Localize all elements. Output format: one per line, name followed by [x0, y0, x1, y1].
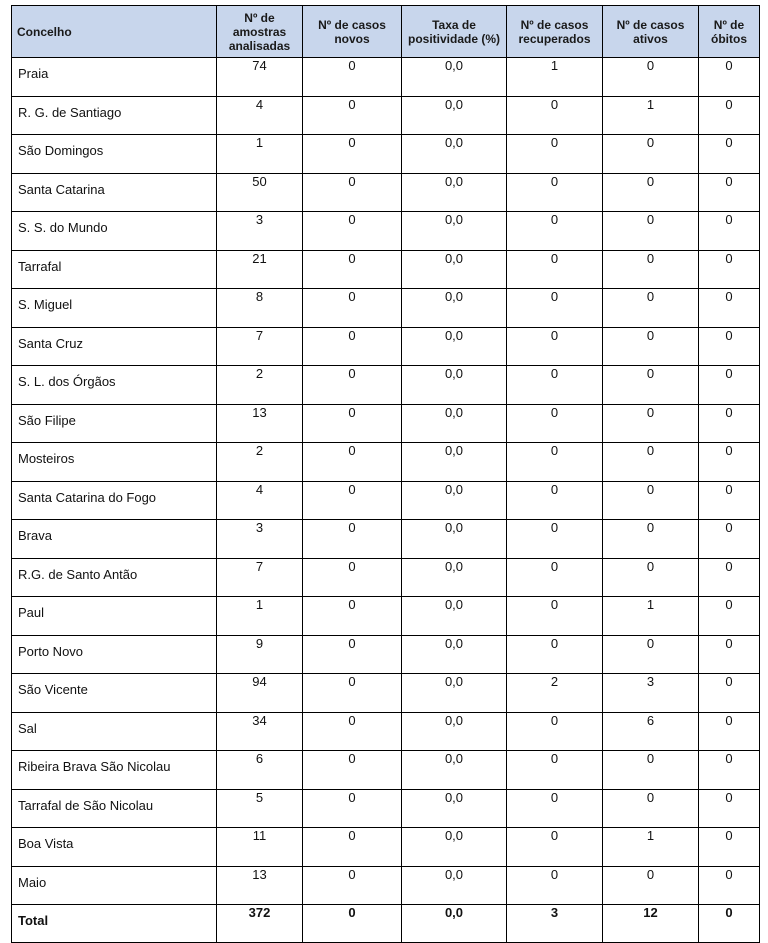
- table-row: [12, 558, 760, 597]
- value-cell: 0,0: [402, 751, 507, 790]
- value-cell: 0: [507, 635, 603, 674]
- value-cell: 0: [603, 404, 699, 443]
- table-row: [12, 327, 760, 366]
- value-cell: 0: [507, 520, 603, 559]
- value-cell: 0,0: [402, 674, 507, 713]
- value-cell: 0: [507, 327, 603, 366]
- covid-stats-table: [11, 5, 760, 943]
- value-cell: 0: [699, 558, 760, 597]
- value-cell: 2: [507, 674, 603, 713]
- concelho-cell: Maio: [12, 866, 217, 905]
- concelho-cell: Paul: [12, 597, 217, 636]
- value-cell: 0: [603, 558, 699, 597]
- value-cell: 7: [217, 558, 303, 597]
- concelho-cell: S. S. do Mundo: [12, 212, 217, 251]
- concelho-cell: Porto Novo: [12, 635, 217, 674]
- value-cell: 0: [699, 674, 760, 713]
- concelho-cell: São Vicente: [12, 674, 217, 713]
- column-header: Concelho: [12, 6, 217, 58]
- concelho-cell: S. Miguel: [12, 289, 217, 328]
- value-cell: 13: [217, 866, 303, 905]
- value-cell: 0: [603, 366, 699, 405]
- value-cell: 0: [303, 635, 402, 674]
- value-cell: 0,0: [402, 828, 507, 867]
- concelho-cell: Santa Cruz: [12, 327, 217, 366]
- value-cell: 2: [217, 366, 303, 405]
- value-cell: 0,0: [402, 712, 507, 751]
- value-cell: 1: [603, 597, 699, 636]
- table-footer: [12, 905, 760, 943]
- value-cell: 3: [217, 212, 303, 251]
- value-cell: 0: [603, 327, 699, 366]
- value-cell: 3: [603, 674, 699, 713]
- value-cell: 8: [217, 289, 303, 328]
- column-header: Nº de casos ativos: [603, 6, 699, 58]
- value-cell: 0: [699, 58, 760, 97]
- value-cell: 0: [603, 866, 699, 905]
- value-cell: 0: [507, 712, 603, 751]
- value-cell: 0: [603, 635, 699, 674]
- value-cell: 0: [699, 481, 760, 520]
- concelho-cell: Santa Catarina do Fogo: [12, 481, 217, 520]
- value-cell: 0: [699, 635, 760, 674]
- table-row: [12, 866, 760, 905]
- value-cell: 21: [217, 250, 303, 289]
- concelho-cell: Tarrafal: [12, 250, 217, 289]
- value-cell: 0,0: [402, 404, 507, 443]
- value-cell: 0: [699, 212, 760, 251]
- value-cell: 0: [699, 866, 760, 905]
- value-cell: 0: [303, 828, 402, 867]
- value-cell: 0,0: [402, 96, 507, 135]
- column-header: Nº de casos novos: [303, 6, 402, 58]
- value-cell: 0: [303, 135, 402, 174]
- total-label: Total: [12, 905, 217, 943]
- value-cell: 0,0: [402, 597, 507, 636]
- value-cell: 11: [217, 828, 303, 867]
- value-cell: 0: [507, 96, 603, 135]
- value-cell: 0: [603, 58, 699, 97]
- table-row: [12, 135, 760, 174]
- table-body: [12, 58, 760, 905]
- value-cell: 0: [303, 250, 402, 289]
- value-cell: 0: [303, 366, 402, 405]
- value-cell: 0: [303, 96, 402, 135]
- concelho-cell: São Filipe: [12, 404, 217, 443]
- value-cell: 13: [217, 404, 303, 443]
- value-cell: 0: [603, 212, 699, 251]
- value-cell: 0: [303, 481, 402, 520]
- value-cell: 0: [507, 366, 603, 405]
- table-row: [12, 712, 760, 751]
- value-cell: 0,0: [402, 135, 507, 174]
- value-cell: 0: [699, 789, 760, 828]
- value-cell: 0: [699, 828, 760, 867]
- value-cell: 0: [303, 558, 402, 597]
- column-header: Nº de casos recuperados: [507, 6, 603, 58]
- value-cell: 0: [603, 481, 699, 520]
- value-cell: 0,0: [402, 289, 507, 328]
- concelho-cell: Mosteiros: [12, 443, 217, 482]
- value-cell: 1: [603, 96, 699, 135]
- value-cell: 0: [507, 212, 603, 251]
- value-cell: 0,0: [402, 58, 507, 97]
- column-header: Nº de óbitos: [699, 6, 760, 58]
- value-cell: 0: [507, 289, 603, 328]
- concelho-cell: R. G. de Santiago: [12, 96, 217, 135]
- value-cell: 0: [303, 212, 402, 251]
- value-cell: 0: [699, 443, 760, 482]
- value-cell: 0: [303, 751, 402, 790]
- value-cell: 94: [217, 674, 303, 713]
- value-cell: 0: [303, 866, 402, 905]
- value-cell: 0,0: [402, 558, 507, 597]
- value-cell: 0,0: [402, 481, 507, 520]
- value-cell: 0: [603, 289, 699, 328]
- value-cell: 0: [699, 173, 760, 212]
- value-cell: 0: [603, 520, 699, 559]
- table-row: [12, 404, 760, 443]
- value-cell: 0: [303, 404, 402, 443]
- value-cell: 0: [507, 250, 603, 289]
- value-cell: 0: [603, 443, 699, 482]
- value-cell: 0,0: [402, 635, 507, 674]
- table-row: [12, 520, 760, 559]
- concelho-cell: Santa Catarina: [12, 173, 217, 212]
- table-row: [12, 789, 760, 828]
- concelho-cell: Praia: [12, 58, 217, 97]
- value-cell: 0: [699, 289, 760, 328]
- value-cell: 0: [507, 558, 603, 597]
- value-cell: 0: [303, 789, 402, 828]
- concelho-cell: Boa Vista: [12, 828, 217, 867]
- value-cell: 0,0: [402, 866, 507, 905]
- value-cell: 1: [603, 828, 699, 867]
- value-cell: 0,0: [402, 250, 507, 289]
- column-header: Nº de amostras analisadas: [217, 6, 303, 58]
- table-row: [12, 96, 760, 135]
- total-row: [12, 905, 760, 943]
- value-cell: 0: [507, 481, 603, 520]
- value-cell: 0: [603, 789, 699, 828]
- value-cell: 0: [507, 828, 603, 867]
- table-row: [12, 597, 760, 636]
- concelho-cell: Sal: [12, 712, 217, 751]
- value-cell: 0,0: [402, 366, 507, 405]
- table-header: [12, 6, 760, 58]
- value-cell: 34: [217, 712, 303, 751]
- table-row: [12, 250, 760, 289]
- value-cell: 0,0: [402, 327, 507, 366]
- value-cell: 0: [507, 751, 603, 790]
- column-header: Taxa de positividade (%): [402, 6, 507, 58]
- value-cell: 0: [699, 404, 760, 443]
- value-cell: 1: [217, 597, 303, 636]
- value-cell: 0: [603, 135, 699, 174]
- value-cell: 0,0: [402, 173, 507, 212]
- value-cell: 0: [303, 520, 402, 559]
- value-cell: 0: [507, 404, 603, 443]
- total-value-cell: 372: [217, 905, 303, 943]
- value-cell: 0: [699, 250, 760, 289]
- table-row: [12, 366, 760, 405]
- total-value-cell: 0: [303, 905, 402, 943]
- value-cell: 0: [303, 327, 402, 366]
- concelho-cell: R.G. de Santo Antão: [12, 558, 217, 597]
- value-cell: 0: [507, 443, 603, 482]
- value-cell: 4: [217, 96, 303, 135]
- value-cell: 0: [303, 712, 402, 751]
- value-cell: 2: [217, 443, 303, 482]
- table-row: [12, 173, 760, 212]
- value-cell: 5: [217, 789, 303, 828]
- total-value-cell: 12: [603, 905, 699, 943]
- value-cell: 0: [507, 789, 603, 828]
- value-cell: 0: [699, 96, 760, 135]
- total-value-cell: 3: [507, 905, 603, 943]
- header-row: [12, 6, 760, 58]
- concelho-cell: Ribeira Brava São Nicolau: [12, 751, 217, 790]
- table-row: [12, 443, 760, 482]
- table-row: [12, 289, 760, 328]
- value-cell: 0: [699, 135, 760, 174]
- total-value-cell: 0: [699, 905, 760, 943]
- value-cell: 6: [603, 712, 699, 751]
- table-row: [12, 58, 760, 97]
- value-cell: 0: [603, 751, 699, 790]
- concelho-cell: Tarrafal de São Nicolau: [12, 789, 217, 828]
- value-cell: 0,0: [402, 789, 507, 828]
- value-cell: 74: [217, 58, 303, 97]
- table-row: [12, 828, 760, 867]
- value-cell: 0: [303, 58, 402, 97]
- value-cell: 0: [303, 443, 402, 482]
- value-cell: 50: [217, 173, 303, 212]
- value-cell: 0: [303, 597, 402, 636]
- concelho-cell: São Domingos: [12, 135, 217, 174]
- value-cell: 6: [217, 751, 303, 790]
- value-cell: 0: [507, 135, 603, 174]
- value-cell: 0: [303, 674, 402, 713]
- value-cell: 0,0: [402, 520, 507, 559]
- value-cell: 0: [699, 327, 760, 366]
- table-row: [12, 751, 760, 790]
- value-cell: 0: [603, 173, 699, 212]
- value-cell: 0: [507, 173, 603, 212]
- value-cell: 1: [507, 58, 603, 97]
- value-cell: 0: [507, 866, 603, 905]
- value-cell: 1: [217, 135, 303, 174]
- concelho-cell: Brava: [12, 520, 217, 559]
- concelho-cell: S. L. dos Órgãos: [12, 366, 217, 405]
- table-row: [12, 635, 760, 674]
- value-cell: 3: [217, 520, 303, 559]
- table-row: [12, 212, 760, 251]
- value-cell: 0: [303, 173, 402, 212]
- total-value-cell: 0,0: [402, 905, 507, 943]
- value-cell: 0,0: [402, 443, 507, 482]
- value-cell: 0: [699, 520, 760, 559]
- value-cell: 0: [303, 289, 402, 328]
- value-cell: 7: [217, 327, 303, 366]
- table-row: [12, 481, 760, 520]
- value-cell: 0: [507, 597, 603, 636]
- value-cell: 4: [217, 481, 303, 520]
- value-cell: 0: [699, 366, 760, 405]
- value-cell: 0: [699, 712, 760, 751]
- value-cell: 9: [217, 635, 303, 674]
- table-row: [12, 674, 760, 713]
- value-cell: 0: [603, 250, 699, 289]
- value-cell: 0,0: [402, 212, 507, 251]
- value-cell: 0: [699, 751, 760, 790]
- value-cell: 0: [699, 597, 760, 636]
